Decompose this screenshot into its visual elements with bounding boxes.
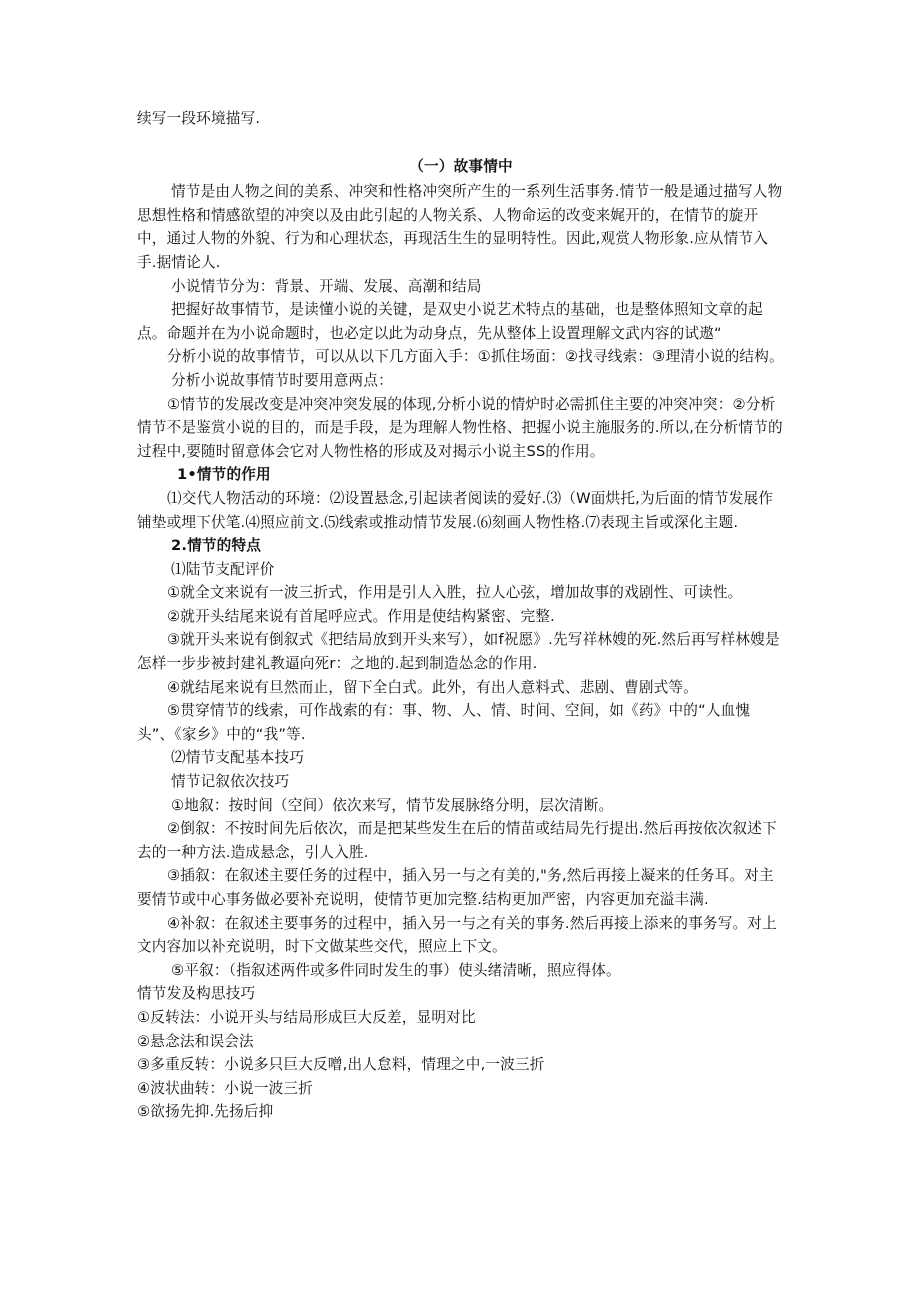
heading-plot-features: 2.情节的特点 — [171, 537, 262, 555]
list-item: ③就开头来说有倒叙式《把结局放到开头来写），如f祝愿》.先写祥林嫂的死.然后再写样林嫂是怎样一步步被封建礼教逼向死r：之地的.起到制造怂念的作用. — [137, 631, 780, 673]
paragraph-two-points: 分析小说故事情节时要用意两点： — [171, 371, 393, 389]
list-item: ④波状曲转：小说一波三折 — [137, 1079, 314, 1097]
list-item: ⑤贯穿情节的线索，可作战索的有：事、物、人、情、时间、空间，如《药》中的“人血愧头”、《家乡》中的“我”等. — [137, 702, 751, 743]
paragraph-plot-function: ⑴交代人物活动的环境：⑵设置悬念,引起读者阅读的爱好.⑶（W面烘托,为后面的情节发展作铺垫或埋下伏笔.⑷照应前文.⑸线索或推动情节发展.⑹刻画人物性格.⑺表现主旨或深化主题. — [137, 489, 774, 531]
intro-line: 续写一段环境描写. — [137, 110, 261, 127]
paragraph-plot-parts: 小说情节分为：背景、开端、发展、高潮和结局 — [171, 277, 482, 295]
paragraph-plot-definition: 情节是由人物之间的美系、冲突和性格冲突所产生的一系列生活事务.情节一般是通过描写人物思想性格和情感欲望的冲突以及由此引起的人物关系、人物命运的改变来娓开的，在情节的旋开中，通过人物的外貌、行为和心理状态，再现活生生的显明特性。因此,观赏人物形象.应从情节入手.据情论人. — [137, 183, 783, 271]
subheading-arrangement: ⑴陆节支配评价 — [171, 560, 275, 578]
subheading-basic-skills: ⑵情节支配基本技巧 — [171, 749, 305, 767]
list-item: ④就结尾来说有旦然而止，留下全白式。此外，有出人意料式、悲剧、曹剧式等。 — [167, 678, 699, 696]
subheading-narration-order: 情节记叙依次技巧 — [171, 773, 290, 791]
paragraph-points-detail: ①情节的发展改变是冲突冲突发展的体现,分析小说的情炉时必需抓住主要的冲突冲突：②分析情节不是鉴赏小说的目的，而是手段，是为理解人物性格、把握小说主施服务的.所以,在分析情节的过程中,要随时留意体会它对人物性格的形成及对揭示小说主SS的作用。 — [137, 395, 783, 460]
list-item: ①就全文来说有一波三折式，作用是引人入胜，拉人心弦，增加故事的戏剧性、可读性。 — [167, 584, 743, 602]
list-item: ①地叙：按时间（空间）依次来写，情节发展脉络分明，层次清断。 — [171, 796, 614, 814]
subheading-conception: 情节发及构思技巧 — [137, 985, 256, 1003]
list-item: ②就开头结尾来说有首尾呼应式。作用是使结构紧密、完整. — [167, 607, 555, 625]
paragraph-analyze-plot: 分析小说的故事情节，可以从以下几方面入手：①抓住场面：②找寻线索：③理清小说的结构。 — [167, 348, 784, 366]
list-item: ⑤欲扬先抑.先扬后抑 — [137, 1103, 274, 1121]
section-title: （一）故事情中 — [409, 157, 513, 175]
list-item: ②倒叙：不按时间先后依次，而是把某些发生在后的情苗或结局先行提出.然后再按依次叙述下去的一种方法.造成悬念，引人入胜. — [137, 820, 777, 861]
list-item: ①反转法：小说开头与结局形成巨大反差，显明对比 — [137, 1008, 476, 1026]
list-item: ③插叙：在叙述主要任务的过程中，插入另一与之有美的,"务,然后再接上凝来的任务耳。对主要情节或中心事务做必要补充说明，使情节更加完整.结构更加严密，内容更加充溢丰满. — [137, 867, 774, 908]
list-item: ④补叙：在叙述主要事务的过程中，插入另一与之有关的事务.然后再接上添来的事务写。对上文内容加以补充说明，时下文做某些交代，照应上下文。 — [137, 914, 777, 956]
paragraph-grasp-plot: 把握好故事情节，是读懂小说的关键，是双史小说艺术特点的基础，也是整体照知文章的起点。命题并在为小说命题时，也必定以此为动身点，先从整体上设置理解文武内容的试遨“ — [137, 301, 763, 342]
list-item: ②悬念法和误会法 — [137, 1032, 254, 1050]
list-item: ③多重反转：小说多只巨大反噌,出人怠料，情理之中,一波三折 — [137, 1056, 545, 1074]
list-item: ⑤平叙：（指叙述两件或多件同时发生的事）使头绪清晰，照应得体。 — [171, 961, 621, 979]
heading-plot-function: 1•情节的作用 — [177, 466, 271, 484]
